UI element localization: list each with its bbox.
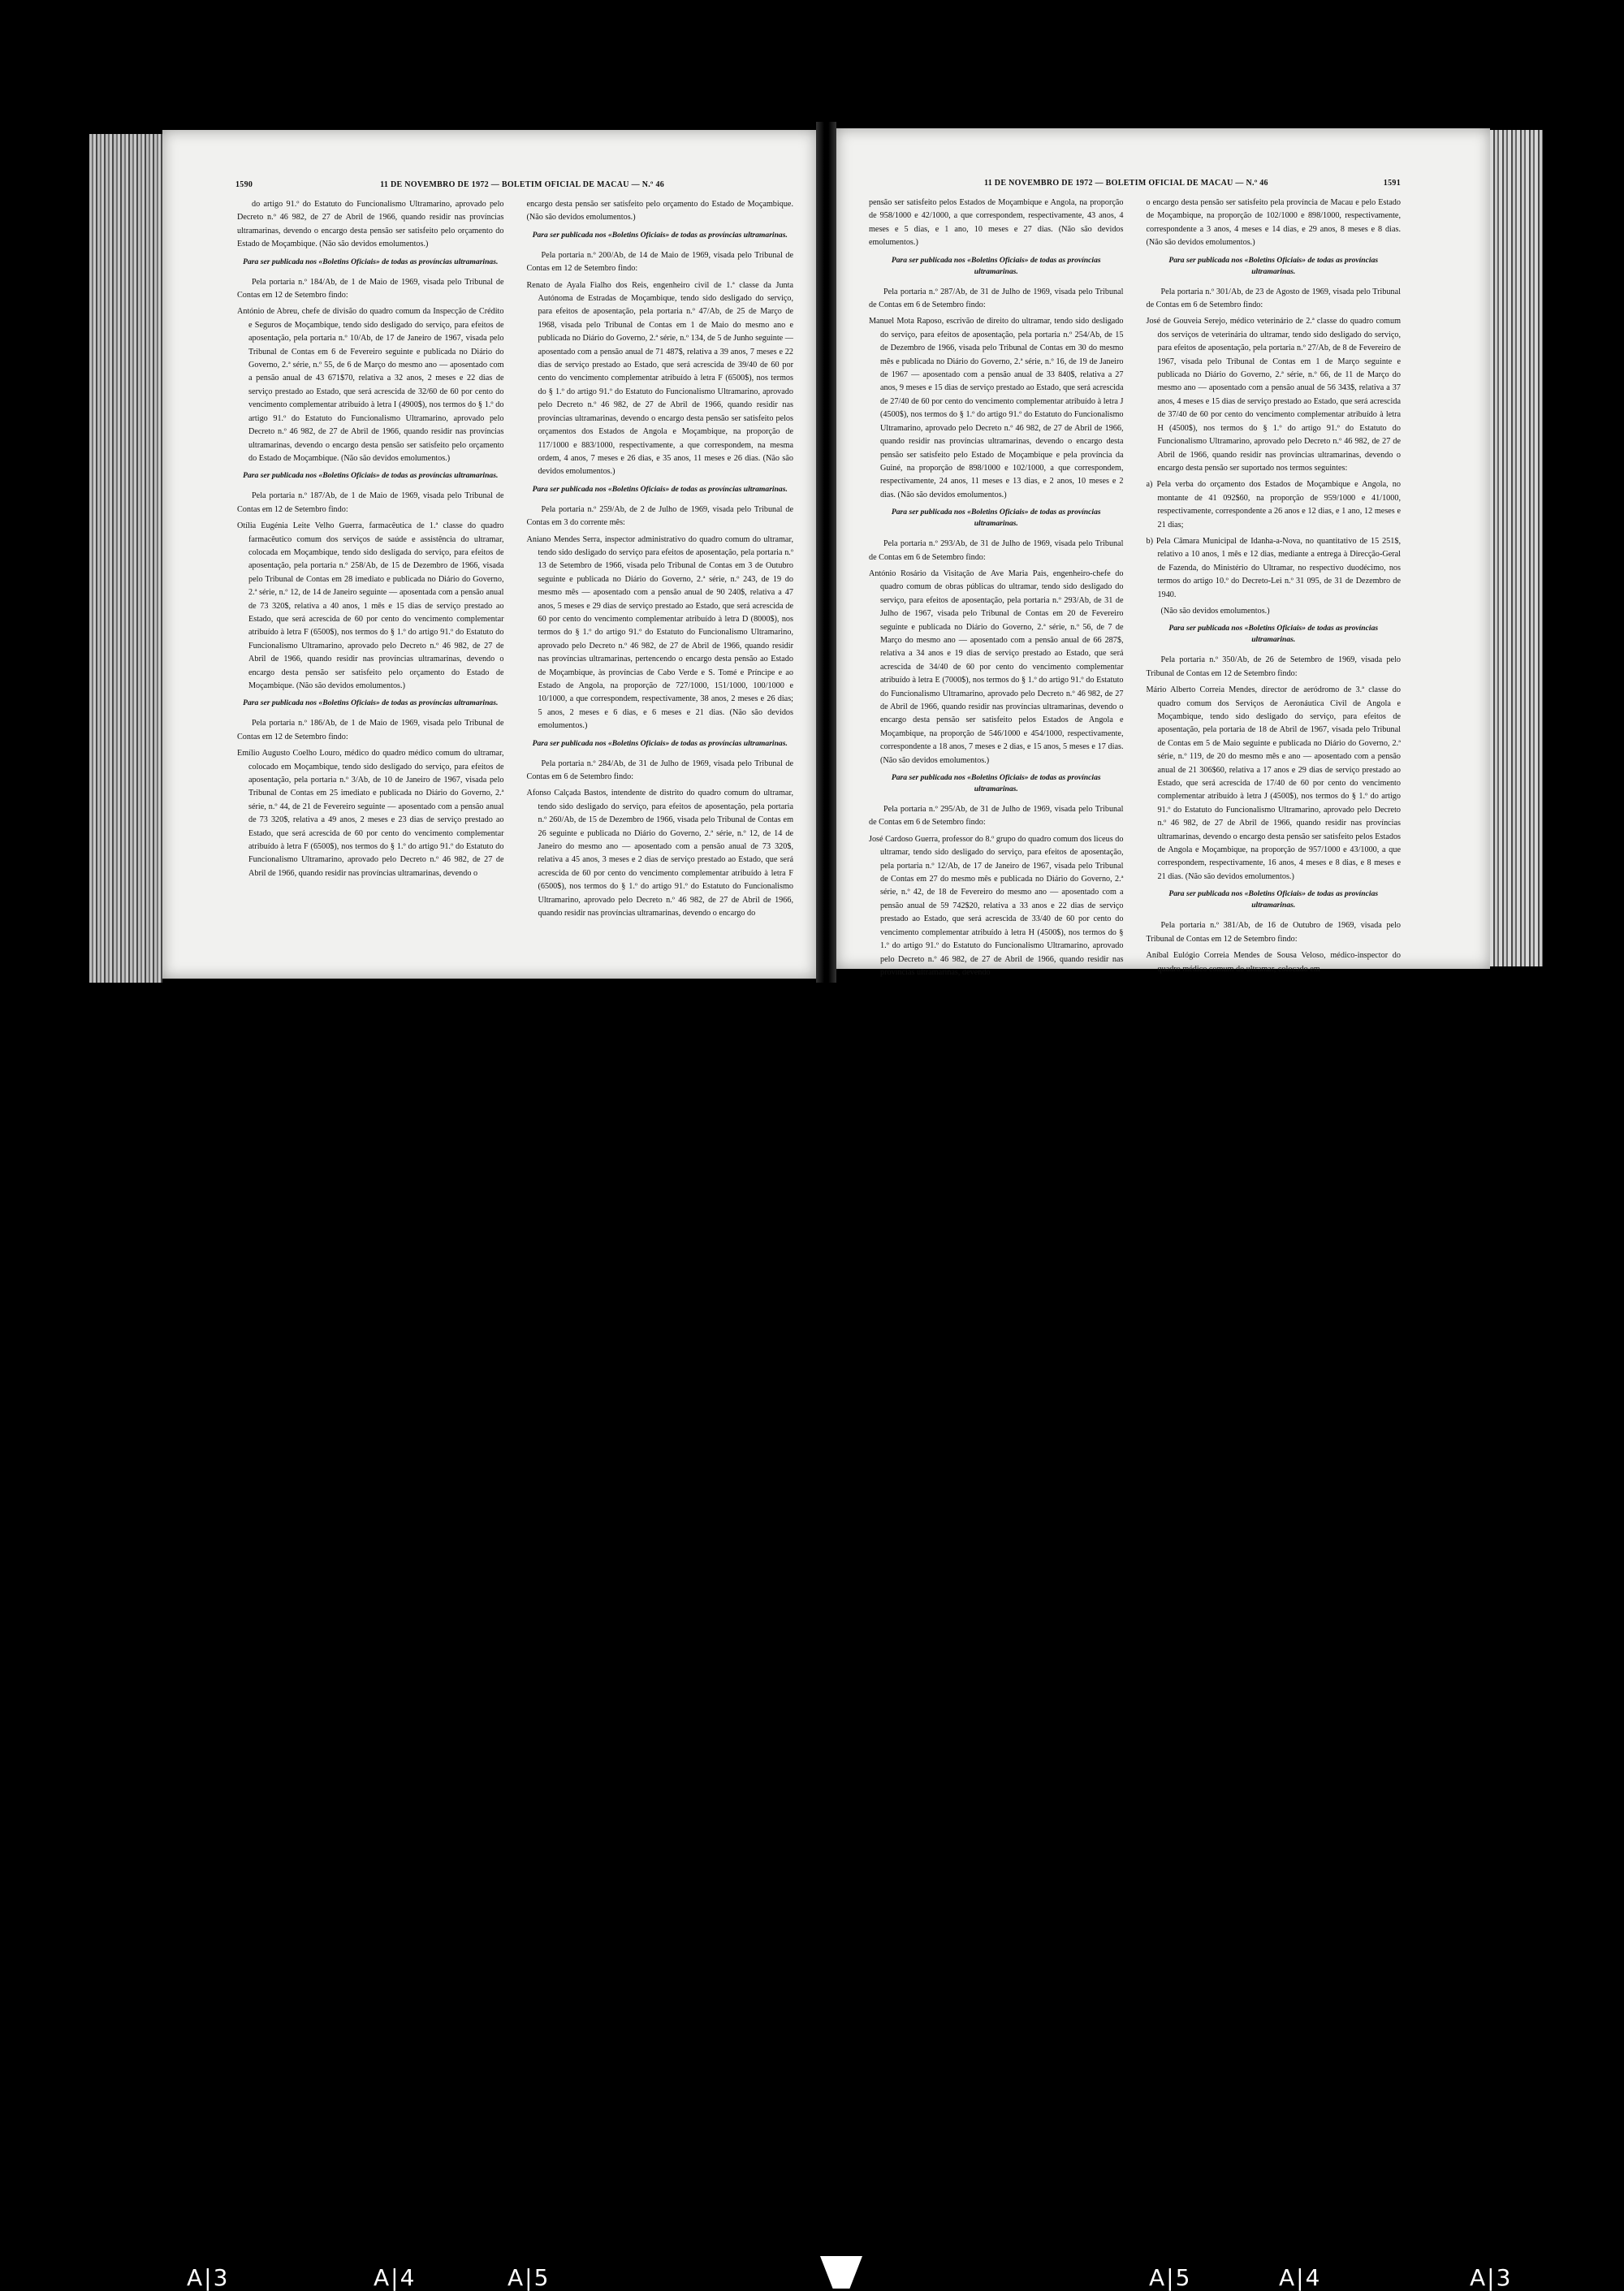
portaria-heading: Pela portaria n.º 259/Ab, de 2 de Julho de 1969, visada pelo Tribunal de Contas em 3 do corrente mês:: [526, 504, 793, 528]
page-header: [869, 179, 1401, 188]
paragraph: José Cardoso Guerra, professor do 8.º grupo do quadro comum dos liceus do ultramar, tendo sido desligado do serviço, para efeitos de aposentação, pela portaria n.º 12/Ab, de 17 de Janeiro de 1967, visada pelo Tribunal de Contas em 27 do mesmo mês e publicada no Diário do Governo, 2.ª série, n.º 42, de 18 de Fevereiro do mesmo ano — aposentado com a pensão anual de 59 742$20, relativa a 33 anos e 22 dias de serviço prestado ao Estado, que será acrescida de 33/40 de 60 por cento do vencimento complementar atribuído à letra H (4500$), nos termos do § 1.º do artigo 91.º do Estatuto do Funcionalismo Ultramarino, aprovado pelo Decreto n.º 46 982, de 27 de Abril de 1966, quando residir nas províncias ultramarinas, devendo: [869, 834, 1124, 977]
paragraph: Otília Eugénia Leite Velho Guerra, farmacêutica de 1.ª classe do quadro farmacêutico comum dos serviços de saúde e assistência do ultramar, colocada em Moçambique, tendo sido desligada do serviço, para efeitos de aposentação, pela portaria n.º 258/Ab, de 15 de Dezembro de 1966, visada pelo Tribunal de Contas em 28 imediato e publicada no Diário do Governo, 2.ª série, n.º 12, de 14 de Janeiro seguinte — aposentada com a pensão anual de 73 320$, relativa a 40 anos, 1 mês e 15 dias de serviço prestado ao Estado, que será acrescida de 60 por cento do vencimento complementar atribuído à letra F (6500$), nos termos do § 1.º do artigo 91.º do Estatuto do Funcionalismo Ultramarino, aprovado pelo Decreto n.º 46 982, de 27 de Abril de 1966, quando residir nas províncias ultramarinas, devendo o encargo desta pensão ser satisfeito pelo orçamento do Estado de Moçambique. (Não são devidos emolumentos.): [237, 521, 504, 690]
portaria-heading: Pela portaria n.º 184/Ab, de 1 de Maio de 1969, visada pelo Tribunal de Contas em 12 de Setembro findo:: [237, 277, 504, 300]
publication-note: Para ser publicada nos «Boletins Oficiais» de todas as províncias ultramarinas.: [532, 738, 788, 748]
film-marker: A|5: [1149, 2264, 1192, 2291]
left-page: [162, 130, 816, 979]
paragraph: António Rosário da Visitação de Ave Maria Pais, engenheiro-chefe do quadro comum de obras públicas do ultramar, tendo sido desligado do serviço, para efeitos de aposentação, pela portaria n.º 293/Ab, de 31 de Julho de 1967, visada pelo Tribunal de Contas em 20 de Fevereiro seguinte e publicada no Diário do Governo, 2.ª série, n.º 56, de 7 de Março do mesmo ano — aposentado com a pensão anual de 66 287$, relativa a 34 anos e 19 dias de serviço prestado ao Estado, que será acrescida de 34/40 de 60 por cento do vencimento complementar atribuído à letra E (7000$), nos termos do § 1.º do artigo 91.º do Estatuto do Funcionalismo Ultramarino, aprovado pelo Decreto n.º 46 982, de 27 de Abril de 1966, quando residir nas províncias ultramarinas, devendo o encargo desta pensão ser satisfeito pelos Estados de Angola e Moçambique, na proporção de 546/1000 e 454/1000, respectivamente, correspondente a 18 anos, 7 meses e 2 dias, e 15 anos, 5 meses e 17 dias. (Não são devidos emolumentos.): [869, 568, 1124, 765]
page-number: 1591: [1383, 179, 1401, 188]
film-strip-footer: [0, 1129, 1624, 2291]
column-2: [1146, 197, 1402, 974]
publication-note: Para ser publicada nos «Boletins Oficiais» de todas as províncias ultramarinas.: [891, 508, 1101, 529]
list-item: b) Pela Câmara Municipal de Idanha-a-Nova, no quantitativo de 15 251$, relativo a 10 anos, 1 mês e 12 dias, mediante a entrega à Direcção-Geral de Fazenda, do Ministério do Ultramar, no respectivo duodécimo, nos termos do artigo 10.º do Decreto-Lei n.º 31 095, de 31 de Dezembro de 1940.: [1146, 536, 1401, 599]
publication-note: Para ser publicada nos «Boletins Oficiais» de todas as províncias ultramarinas.: [243, 257, 499, 266]
column-1: [869, 197, 1124, 977]
right-page: [836, 128, 1490, 977]
film-marker: A|4: [374, 2264, 417, 2291]
portaria-heading: Pela portaria n.º 187/Ab, de 1 de Maio de 1969, visada pelo Tribunal de Contas em 12 de Setembro findo:: [237, 491, 504, 514]
column-1: [237, 198, 504, 946]
list-item: a) Pela verba do orçamento dos Estados de Moçambique e Angola, no montante de 41 092$60, na proporção de 959/1000 e 41/1000, respectivamente, correspondente a 26 anos e 12 dias, e 1 ano, 12 meses e 21 dias;: [1146, 480, 1401, 530]
publication-note: Para ser publicada nos «Boletins Oficiais» de todas as províncias ultramarinas.: [891, 773, 1101, 794]
book-page-edges-left: [89, 134, 162, 983]
paragraph: Manuel Mota Raposo, escrivão de direito do ultramar, tendo sido desligado do serviço, para efeitos de aposentação, pela portaria n.º 254/Ab, de 15 de Dezembro de 1966, visada pelo Tribunal de Contas em 30 do mesmo mês e publicada no Diário do Governo, 2.ª série, n.º 16, de 19 de Janeiro de 1967 — aposentado com a pensão anual de 33 840$, relativa a 27 anos, 9 meses e 15 dias de serviço prestado ao Estado, que será acrescida de 27/40 de 60 por cento do vencimento complementar atribuído à letra J (4500$), nos termos do § 1.º do artigo 91.º do Estatuto do Funcionalismo Ultramarino, aprovado pelo Decreto n.º 46 982, de 27 de Abril de 1966, quando residir nas províncias ultramarinas, devendo o encargo desta pensão ser satisfeito pelo Estado de Moçambique e pela província da Guiné, na proporção de 898/1000 e 102/1000, a que correspondem, respectivamente, 24 anos, 11 meses e 13 dias, e 2 anos, 10 meses e 2 dias. (Não são devidos emolumentos.): [869, 317, 1124, 499]
publication-note: Para ser publicada nos «Boletins Oficiais» de todas as províncias ultramarinas.: [532, 484, 788, 494]
paragraph: José de Gouveia Serejo, médico veterinário de 2.ª classe do quadro comum dos serviços de veterinária do ultramar, tendo sido desligado do serviço, para efeitos de aposentação, pela portaria n.º 27/Ab, de 8 de Fevereiro de 1967, visada pelo Tribunal de Contas em 1 de Março seguinte e publicada no Diário do Governo, 2.ª série, n.º 66, de 11 de Março do mesmo ano — aposentado com a pensão anual de 56 343$, relativa a 37 anos, 4 meses e 15 dias de serviço prestado ao Estado, que será acrescida de 37/40 de 60 por cento do vencimento complementar atribuído à letra H (4500$), nos termos do § 1.º do artigo 91.º do Estatuto do Funcionalismo Ultramarino, aprovado pelo Decreto n.º 46 982, de 27 de Abril de 1966, quando residir nas províncias ultramarinas, devendo o encargo desta pensão ser suportado nos termos seguintes:: [1146, 317, 1401, 473]
portaria-heading: Pela portaria n.º 350/Ab, de 26 de Setembro de 1969, visada pelo Tribunal de Contas em 12 de Setembro findo:: [1146, 655, 1401, 678]
film-marker: A|5: [508, 2264, 551, 2291]
film-marker: A|3: [187, 2264, 230, 2291]
page-header: [235, 180, 792, 189]
paragraph: (Não são devidos emolumentos.): [1160, 606, 1270, 616]
text-columns: [237, 198, 793, 946]
portaria-heading: Pela portaria n.º 284/Ab, de 31 de Julho de 1969, visada pelo Tribunal de Contas em 6 de Setembro findo:: [526, 759, 793, 782]
paragraph: encargo desta pensão ser satisfeito pelo orçamento do Estado de Moçambique. (Não são devidos emolumentos.): [526, 200, 793, 223]
running-title: 11 DE NOVEMBRO DE 1972 — BOLETIM OFICIAL DE MACAU — N.º 46: [380, 180, 665, 189]
portaria-heading: Pela portaria n.º 293/Ab, de 31 de Julho de 1969, visada pelo Tribunal de Contas em 6 de Setembro findo:: [869, 539, 1124, 562]
column-2: [527, 198, 794, 946]
paragraph: Mário Alberto Correia Mendes, director de aeródromo de 3.ª classe do quadro comum dos Serviços de Aeronáutica Civil de Angola e Moçambique, tendo sido desligado do serviço, para efeitos de aposentação, pela portaria de 18 de Abril de 1967, visada pelo Tribunal de Contas em 5 de Maio seguinte e publicada no Diário do Governo, 2.ª série, n.º 119, de 20 do mesmo mês e ano — aposentado com a pensão anual de 21 306$60, relativa a 17 anos e 29 dias de serviço prestado ao Estado, que será acrescida de 17/40 de 60 por cento do vencimento complementar atribuído à letra J (4500$), nos termos do § 1.º do artigo 91.º do Estatuto do Funcionalismo Ultramarino, aprovado pelo Decreto n.º 46 982, de 27 de Abril de 1966, quando residir nas províncias ultramarinas, devendo o encargo desta pensão ser satisfeito pelos Estados de Angola e Moçambique, na proporção de 957/1000 e 43/1000, a que correspondem, respectivamente, 16 anos, 4 meses e 8 dias, e 8 meses e 21 dias. (Não são devidos emolumentos.): [1146, 685, 1401, 881]
spine-notch: [820, 2256, 862, 2289]
publication-note: Para ser publicada nos «Boletins Oficiais» de todas as províncias ultramarinas.: [891, 255, 1101, 276]
publication-note: Para ser publicada nos «Boletins Oficiais» de todas as províncias ultramarinas.: [532, 230, 788, 240]
paragraph: Aníbal Eulógio Correia Mendes de Sousa Veloso, médico-inspector do quadro médico comum do ultramar, colocado em: [1146, 951, 1401, 974]
paragraph: Emílio Augusto Coelho Louro, médico do quadro médico comum do ultramar, colocado em Moçambique, tendo sido desligado do serviço, para efeitos de aposentação, pela portaria n.º 3/Ab, de 10 de Janeiro de 1967, visada pelo Tribunal de Contas em 25 imediato e publicada no Diário do Governo, 2.ª série, n.º 44, de 21 de Fevereiro seguinte — aposentado com a pensão anual de 73 320$, relativa a 49 anos, 2 meses e 23 dias de serviço prestado ao Estado, que será acrescida de 60 por cento do vencimento complementar atribuído à letra F (6500$), nos termos do § 1.º do artigo 91.º do Estatuto do Funcionalismo Ultramarino, aprovado pelo Decreto n.º 46 982, de 27 de Abril de 1966, quando residir nas províncias ultramarinas, devendo o: [237, 749, 504, 878]
publication-note: Para ser publicada nos «Boletins Oficiais» de todas as províncias ultramarinas.: [1168, 889, 1379, 910]
publication-note: Para ser publicada nos «Boletins Oficiais» de todas as províncias ultramarinas.: [1168, 255, 1379, 276]
portaria-heading: Pela portaria n.º 287/Ab, de 31 de Julho de 1969, visada pelo Tribunal de Contas em 6 de Setembro findo:: [869, 287, 1124, 310]
paragraph: Renato de Ayala Fialho dos Reis, engenheiro civil de 1.ª classe da Junta Autónoma de Estradas de Moçambique, tendo sido desligado do serviço, para efeitos de aposentação, pela portaria n.º 47/Ab, de 25 de Março de 1968, visada pelo Tribunal de Contas em 1 de Maio do mesmo ano e publicada no Diário do Governo, 2.ª série, n.º 134, de 5 de Junho seguinte — aposentado com a pensão anual de 71 487$, relativa a 39 anos, 7 meses e 22 dias de serviço prestado ao Estado, que será acrescida de 39/40 de 60 por cento do vencimento complementar atribuído à letra F (6500$), nos termos do § 1.º do artigo 91.º do Estatuto do Funcionalismo Ultramarino, aprovado pelo Decreto n.º 46 982, de 27 de Abril de 1966, quando residir nas províncias ultramarinas, devendo o encargo desta pensão ser satisfeito pelos orçamentos dos Estados de Angola e Moçambique, na proporção de 117/1000 e 883/1000, respectivamente, a que correspondem, na mesma ordem, 4 anos, 7 meses e 26 dias, e 35 anos, 11 meses e 26 dias. (Não são devidos emolumentos.): [526, 280, 793, 477]
book-page-edges-right: [1486, 130, 1543, 966]
portaria-heading: Pela portaria n.º 381/Ab, de 16 de Outubro de 1969, visada pelo Tribunal de Contas em 12 de Setembro findo:: [1146, 921, 1401, 944]
paragraph: Afonso Calçada Bastos, intendente de distrito do quadro comum do ultramar, tendo sido desligado do serviço, para efeitos de aposentação, pela portaria n.º 260/Ab, de 15 de Dezembro de 1966, visada pelo Tribunal de Contas em 26 seguinte e publicada no Diário do Governo, 2.ª série, n.º 12, de 14 de Janeiro do mesmo ano — aposentado com a pensão anual de 73 320$, relativa a 45 anos, 3 meses e 2 dias de serviço prestado ao Estado, que será acrescida de 60 por cento do vencimento complementar atribuído à letra F (6500$), nos termos do § 1.º do artigo 91.º do Estatuto do Funcionalismo Ultramarino, aprovado pelo Decreto n.º 46 982, de 27 de Abril de 1966, quando residir nas províncias ultramarinas, devendo o encargo do: [526, 789, 793, 919]
portaria-heading: Pela portaria n.º 301/Ab, de 23 de Agosto de 1969, visada pelo Tribunal de Contas em 6 de Setembro findo:: [1146, 287, 1401, 310]
page-number: 1590: [235, 180, 253, 189]
film-marker: A|3: [1470, 2264, 1513, 2291]
portaria-heading: Pela portaria n.º 186/Ab, de 1 de Maio de 1969, visada pelo Tribunal de Contas em 12 de Setembro findo:: [237, 719, 504, 741]
paragraph: do artigo 91.º do Estatuto do Funcionalismo Ultramarino, aprovado pelo Decreto n.º 46 982, de 27 de Abril de 1966, quando residir nas províncias ultramarinas, devendo o encargo desta pensão ser satisfeito pelo orçamento do Estado de Moçambique. (Não são devidos emolumentos.): [237, 200, 504, 249]
text-columns: [869, 197, 1401, 977]
publication-note: Para ser publicada nos «Boletins Oficiais» de todas as províncias ultramarinas.: [243, 698, 499, 708]
publication-note: Para ser publicada nos «Boletins Oficiais» de todas as províncias ultramarinas.: [243, 471, 499, 481]
film-marker: A|4: [1279, 2264, 1322, 2291]
publication-note: Para ser publicada nos «Boletins Oficiais» de todas as províncias ultramarinas.: [1168, 624, 1379, 645]
running-title: 11 DE NOVEMBRO DE 1972 — BOLETIM OFICIAL DE MACAU — N.º 46: [983, 179, 1268, 188]
paragraph: o encargo desta pensão ser satisfeito pela província de Macau e pelo Estado de Moçambique, na proporção de 102/1000 e 898/1000, respectivamente, correspondente a 3 anos, 4 meses e 14 dias, e 29 anos, 8 meses e 8 dias. (Não são devidos emolumentos.): [1146, 198, 1401, 248]
portaria-heading: Pela portaria n.º 295/Ab, de 31 de Julho de 1969, visada pelo Tribunal de Contas em 6 de Setembro findo:: [869, 805, 1124, 828]
portaria-heading: Pela portaria n.º 200/Ab, de 14 de Maio de 1969, visada pelo Tribunal de Contas em 12 de Setembro findo:: [526, 250, 793, 274]
book-gutter: [816, 122, 836, 983]
paragraph: António de Abreu, chefe de divisão do quadro comum da Inspecção de Crédito e Seguros de Moçambique, tendo sido desligado do serviço, para efeitos de aposentação, pela portaria n.º 10/Ab, de 17 de Janeiro de 1967, visada pelo Tribunal de Contas em 6 de Fevereiro seguinte e publicada no Diário do Governo, 2.ª série, n.º 55, de 6 de Março do mesmo ano — aposentado com a pensão anual de 43 671$70, relativa a 32 anos, 2 meses e 22 dias de serviço prestado ao Estado, que será acrescida de 32/60 de 60 por cento do vencimento complementar atribuído à letra I (4900$), nos termos do § 1.º do artigo 91.º do Estatuto do Funcionalismo Ultramarino, aprovado pelo Decreto n.º 46 982, de 27 de Abril de 1966, quando residir nas províncias ultramarinas, devendo o encargo desta pensão ser satisfeito pelo orçamento do Estado de Moçambique. (Não são devidos emolumentos.): [237, 307, 504, 463]
paragraph: Aniano Mendes Serra, inspector administrativo do quadro comum do ultramar, tendo sido desligado do serviço para efeitos de aposentação, pela portaria n.º 13 de Setembro de 1966, visada pelo Tribunal de Contas em 3 de Outubro seguinte e publicada no Diário do Governo, 2.ª série, n.º 243, de 19 do mesmo mês — aposentado com a pensão anual de 90 240$, relativa a 47 anos, 5 meses e 29 dias de serviço prestado ao Estado, que será acrescida de 60 por cento do vencimento complementar atribuído à letra D (8000$), nos termos do § 1.º do artigo 91.º do Estatuto do Funcionalismo Ultramarino, aprovado pelo Decreto n.º 46 982, de 27 de Abril de 1966, quando residir nas províncias ultramarinas, pertencendo o encargo desta pensão ao Estado de Moçambique, às províncias de Cabo Verde e S. Tomé e Príncipe e ao Estado de Angola, na proporção de 727/1000, 151/1000, 100/1000 e 10/1000, a que correspondem, respectivamente, 38 anos, 2 meses e 26 dias; 5 anos, 2 meses e 6 dias, e 6 meses e 21 dias. (Não são devidos emolumentos.): [526, 534, 793, 731]
paragraph: pensão ser satisfeito pelos Estados de Moçambique e Angola, na proporção de 958/1000 e 42/1000, a que correspondem, respectivamente, 43 anos, 4 meses e 5 dias, e 1 ano, 10 meses e 27 dias. (Não são devidos emolumentos.): [869, 198, 1124, 248]
